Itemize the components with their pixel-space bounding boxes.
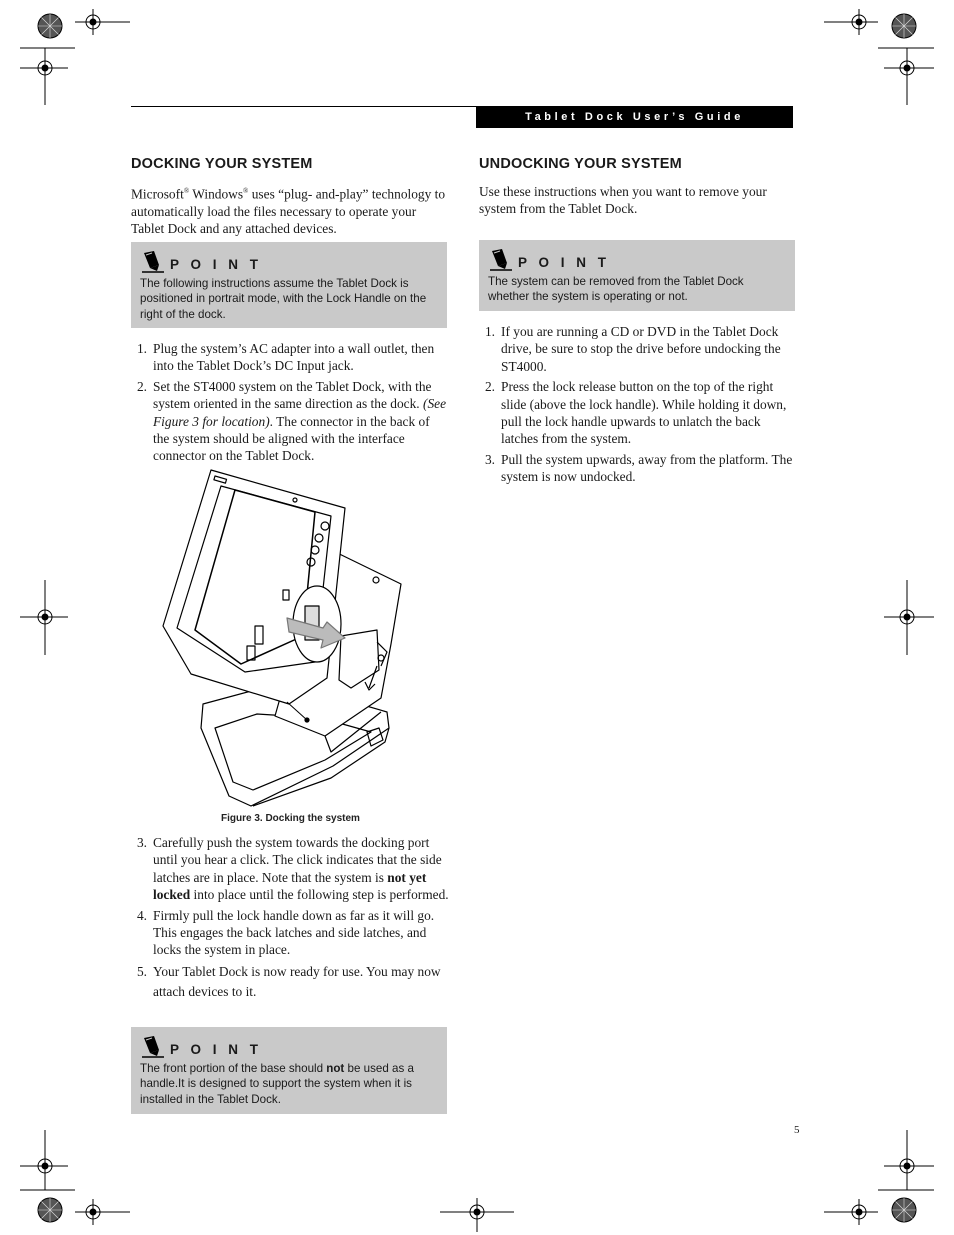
list-item: 1. Plug the system’s AC adapter into a wall outlet, then into the Tablet Dock’s DC Input jack. <box>136 341 435 374</box>
page-number: 5 <box>794 1124 800 1136</box>
undocking-steps <box>479 323 799 489</box>
point-note-portrait <box>131 242 447 328</box>
list-item: 1. If you are running a CD or DVD in the Tablet Dock drive, be sure to stop the drive before undocking the ST4000. <box>484 324 781 374</box>
point-title: P O I N T <box>170 257 263 272</box>
list-item: 4. Firmly pull the lock handle down as far as it will go. This engages the back latches and side latches, and locks the system in place. <box>136 907 435 958</box>
docking-steps-a <box>131 340 449 468</box>
point-title: P O I N T <box>170 1042 263 1057</box>
list-item: 3. Pull the system upwards, away from the platform. The system is now undocked. <box>484 451 793 485</box>
point-text: The following instructions assume the Tablet Dock is positioned in portrait mode, with the Lock Handle on the right of the dock. <box>140 277 427 321</box>
point-note-undock <box>479 240 795 311</box>
registration-mark: ® <box>183 187 190 195</box>
undocking-intro: Use these instructions when you want to remove your system from the Tablet Dock. <box>479 184 767 217</box>
header-rule <box>131 106 476 107</box>
point-text: The system can be removed from the Tablet Dock whether the system is operating or not. <box>488 275 744 304</box>
list-item: 5. Your Tablet Dock is now ready for use. You may now attach devices to it. <box>136 963 441 999</box>
docking-heading: DOCKING YOUR SYSTEM <box>131 156 313 172</box>
point-text: The front portion of the base should not be used as a handle.It is designed to support the system when it is installed in the Tablet Dock. <box>140 1062 414 1106</box>
registration-mark: ® <box>243 187 249 195</box>
list-item: 2. Press the lock release button on the top of the right slide (above the lock handle). While holding it down, pull the lock handle upwards to unlatch the back latches from the system. <box>484 379 787 447</box>
point-note-base <box>131 1027 447 1114</box>
docking-intro: Microsoft® Windows® uses “plug- and-play” technology to automatically load the files necessary to operate your Tablet Dock and any attached devices. <box>131 186 446 237</box>
pencil-icon <box>140 249 166 273</box>
pencil-icon <box>140 1034 166 1058</box>
point-title: P O I N T <box>518 255 611 270</box>
list-item: 3. Carefully push the system towards the docking port until you hear a click. The click indicates that the side latches are in place. Note that the system is not yet locked into place until the following step is performed. <box>136 835 449 903</box>
figure-caption: Figure 3. Docking the system <box>221 813 360 824</box>
undocking-heading: UNDOCKING YOUR SYSTEM <box>479 156 682 172</box>
pencil-icon <box>488 247 514 271</box>
docking-figure <box>155 466 410 808</box>
list-item: 2. Set the ST4000 system on the Tablet Dock, with the system oriented in the same direction as the dock. (See Figure 3 for location). The connector in the back of the system should be aligned with the interface connector on the Tablet Dock. <box>136 378 447 464</box>
docking-steps-b <box>131 834 451 1005</box>
guide-title-banner: Tablet Dock User’s Guide <box>476 106 793 128</box>
